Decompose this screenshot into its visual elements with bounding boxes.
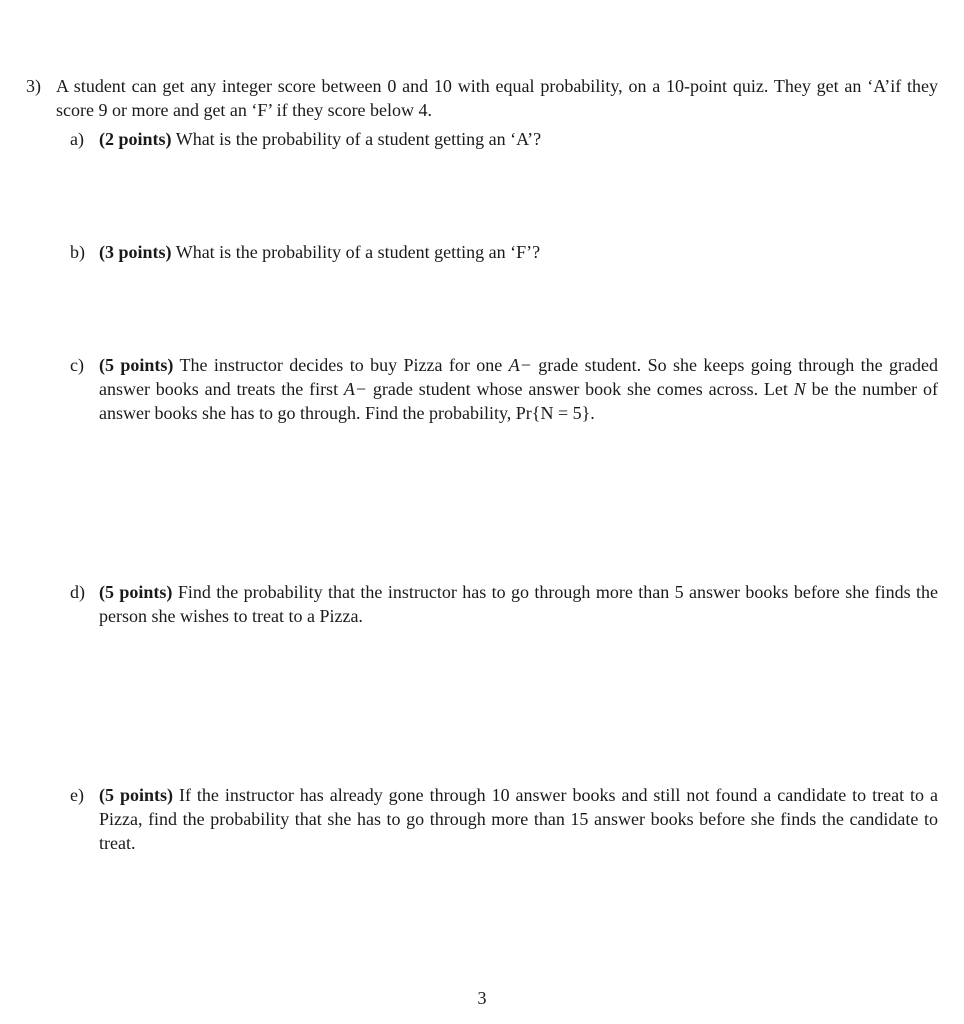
part-d [70, 580, 938, 628]
part-label: c) [70, 355, 84, 375]
part-c [70, 353, 938, 425]
points-label: (5 points) [99, 785, 173, 805]
part-text: If the instructor has already gone through 10 answer books and still not found a candidate to treat to a Pizza, find the probability that she has to go through more than 15 answer books before she finds the candidate to treat. [99, 785, 939, 853]
variable-n: N [793, 379, 806, 399]
part-text-segment: be the number of answer books she has to go through. Find the probability, [99, 379, 939, 423]
part-text-segment: The instructor decides to buy Pizza for one [179, 355, 503, 375]
part-text: What is the probability of a student getting an ‘A’? [175, 129, 542, 149]
grade-a-minus: A− [343, 379, 368, 399]
part-b [70, 240, 938, 264]
part-text-segment: grade student. So she keeps going through the graded answer books and treats the first [99, 355, 939, 399]
part-label: d) [70, 582, 85, 602]
part-label: e) [70, 785, 84, 805]
page-number: 3 [477, 988, 487, 1008]
part-text: Find the probability that the instructor has to go through more than 5 answer books before she finds the person she wishes to treat to a Pizza. [99, 582, 938, 626]
part-e [70, 783, 938, 855]
question-number: 3) [26, 76, 41, 96]
question-text: A student can get any integer score between 0 and 10 with equal probability, on a 10-point quiz. They get an ‘A’if they score 9 or more and get an ‘F’ if they score below 4. [56, 76, 938, 120]
part-body [99, 783, 938, 855]
part-label: b) [70, 242, 85, 262]
points-label: (3 points) [99, 242, 172, 262]
part-a [70, 127, 938, 151]
grade-a-minus: A− [508, 355, 532, 375]
part-body [99, 353, 938, 425]
part-text: What is the probability of a student getting an ‘F’? [175, 242, 541, 262]
points-label: (2 points) [99, 129, 172, 149]
part-text-segment: grade student whose answer book she comes across. Let [372, 379, 788, 399]
question-header [26, 74, 938, 122]
part-body [99, 127, 938, 151]
part-label: a) [70, 129, 84, 149]
part-body [99, 580, 938, 628]
points-label: (5 points) [99, 582, 173, 602]
part-body [99, 240, 938, 264]
probability-expression: Pr{N = 5}. [515, 403, 595, 423]
points-label: (5 points) [99, 355, 174, 375]
question-3 [26, 74, 938, 122]
